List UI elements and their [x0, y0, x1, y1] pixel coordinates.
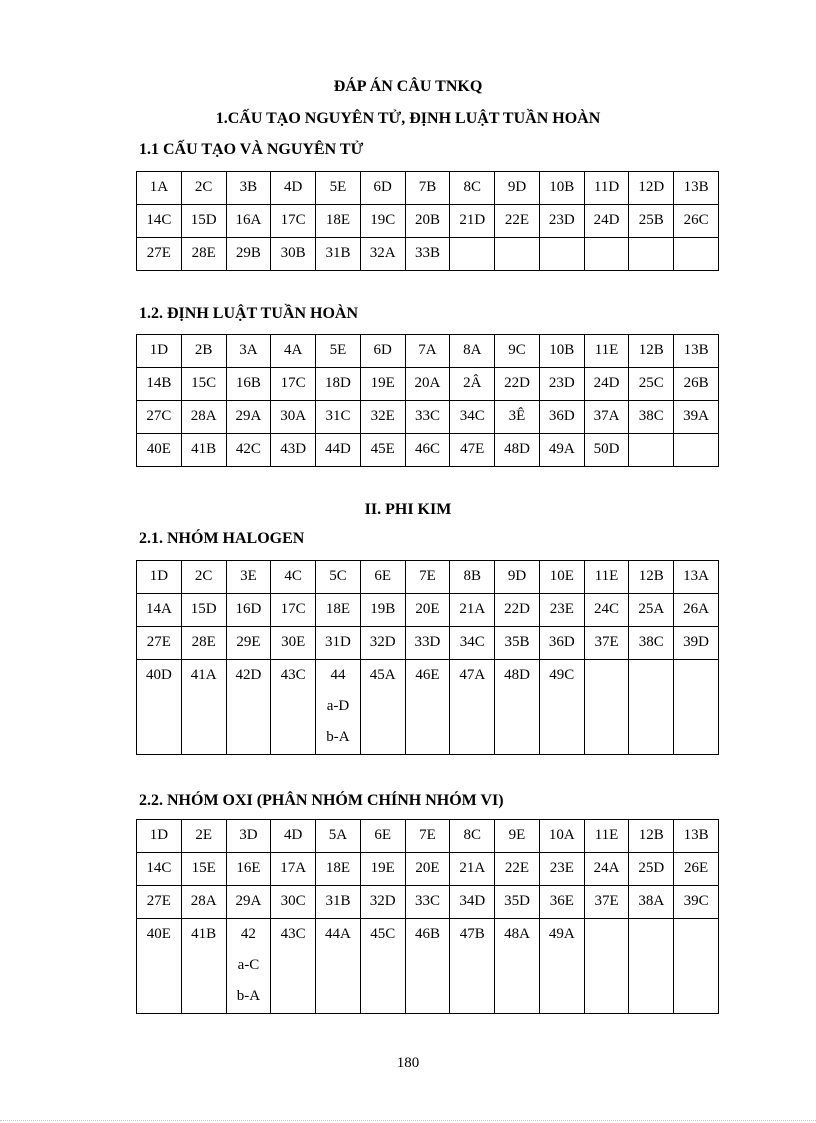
answer-cell: 37E: [584, 627, 629, 660]
table-row: [137, 820, 719, 853]
answer-cell: 29A: [226, 886, 271, 919]
answer-cell: 21A: [450, 853, 495, 886]
answer-cell: [584, 238, 629, 271]
page-bottom-rule: [0, 1120, 816, 1121]
answer-cell: 7E: [405, 820, 450, 853]
answer-cell: 4A: [271, 335, 316, 368]
answer-cell: 15D: [181, 594, 226, 627]
answer-cell: 13B: [674, 335, 719, 368]
answer-cell: 28E: [181, 627, 226, 660]
answer-cell: 31B: [316, 238, 361, 271]
table-row: [137, 368, 719, 401]
chapter-title: 1.CẤU TẠO NGUYÊN TỬ, ĐỊNH LUẬT TUẦN HOÀN: [215, 110, 601, 127]
answer-table-1-1: [136, 171, 719, 271]
answer-cell: 10B: [539, 172, 584, 205]
answer-cell-line: a-C: [237, 957, 260, 973]
answer-cell: 41B: [181, 434, 226, 467]
table-row: [137, 919, 719, 1014]
answer-cell: [629, 434, 674, 467]
answer-cell: 20E: [405, 853, 450, 886]
answer-cell: 40D: [137, 660, 182, 755]
answer-cell: 26A: [674, 594, 719, 627]
part-title-phi-kim: II. PHI KIM: [364, 501, 452, 518]
answer-cell: 29B: [226, 238, 271, 271]
answer-cell: 20B: [405, 205, 450, 238]
answer-cell: 32A: [360, 238, 405, 271]
answer-cell: 10B: [539, 335, 584, 368]
answer-cell: 3E: [226, 561, 271, 594]
answer-cell: [539, 238, 584, 271]
answer-cell: 3A: [226, 335, 271, 368]
answer-cell: 19B: [360, 594, 405, 627]
table-row: [137, 853, 719, 886]
answer-cell: 19C: [360, 205, 405, 238]
answer-cell: 16D: [226, 594, 271, 627]
answer-cell: 35B: [495, 627, 540, 660]
answer-cell: [674, 238, 719, 271]
answer-cell: 9E: [495, 820, 540, 853]
answer-cell: 30B: [271, 238, 316, 271]
answer-cell: 5A: [316, 820, 361, 853]
answer-cell: 18D: [316, 368, 361, 401]
answer-cell: 47B: [450, 919, 495, 1014]
answer-cell: 12B: [629, 335, 674, 368]
answer-cell: 16A: [226, 205, 271, 238]
answer-cell-line: 42: [240, 926, 256, 942]
answer-cell: 18E: [316, 594, 361, 627]
answer-cell: 29E: [226, 627, 271, 660]
answer-cell: 18E: [316, 853, 361, 886]
answer-cell: 9D: [495, 561, 540, 594]
answer-cell: 45C: [360, 919, 405, 1014]
answer-cell: 15D: [181, 205, 226, 238]
answer-cell: 10E: [539, 561, 584, 594]
answer-cell: 32E: [360, 401, 405, 434]
answer-cell: 32D: [360, 886, 405, 919]
page-title: ĐÁP ÁN CÂU TNKQ: [333, 78, 483, 95]
answer-cell: 43D: [271, 434, 316, 467]
answer-cell: 29A: [226, 401, 271, 434]
answer-cell: 11D: [584, 172, 629, 205]
section-title-1-2: 1.2. ĐỊNH LUẬT TUẦN HOÀN: [139, 305, 358, 322]
answer-cell: 30E: [271, 627, 316, 660]
answer-cell-line: a-D: [326, 698, 350, 714]
answer-cell: 1D: [137, 561, 182, 594]
answer-cell: 35D: [495, 886, 540, 919]
answer-cell: 5E: [316, 335, 361, 368]
answer-cell: 9D: [495, 172, 540, 205]
answer-cell: 43C: [271, 660, 316, 755]
answer-cell: 46B: [405, 919, 450, 1014]
answer-cell: 13B: [674, 820, 719, 853]
answer-cell: 27C: [137, 401, 182, 434]
answer-cell: 45E: [360, 434, 405, 467]
answer-cell: 49A: [539, 434, 584, 467]
answer-cell: 7B: [405, 172, 450, 205]
answer-cell: 39D: [674, 627, 719, 660]
answer-cell: 38C: [629, 627, 674, 660]
answer-cell: 42C: [226, 434, 271, 467]
answer-cell: [629, 660, 674, 755]
page-number: 180: [396, 1055, 420, 1071]
answer-cell: [226, 919, 271, 1014]
answer-cell: 36E: [539, 886, 584, 919]
answer-cell: 44A: [316, 919, 361, 1014]
answer-cell: 17C: [271, 205, 316, 238]
answer-cell: 1D: [137, 335, 182, 368]
answer-cell: 4D: [271, 820, 316, 853]
answer-cell: 23D: [539, 205, 584, 238]
answer-cell: 12D: [629, 172, 674, 205]
answer-cell: 33C: [405, 886, 450, 919]
answer-cell: [674, 660, 719, 755]
answer-cell: 43C: [271, 919, 316, 1014]
answer-cell: 1D: [137, 820, 182, 853]
answer-cell: 33C: [405, 401, 450, 434]
answer-cell: 44D: [316, 434, 361, 467]
answer-cell: 8A: [450, 335, 495, 368]
answer-cell: 41A: [181, 660, 226, 755]
answer-cell: 5C: [316, 561, 361, 594]
answer-cell: 48A: [495, 919, 540, 1014]
answer-cell: [674, 434, 719, 467]
section-title-2-2: 2.2. NHÓM OXI (PHÂN NHÓM CHÍNH NHÓM VI): [139, 792, 504, 809]
table-row: [137, 561, 719, 594]
answer-cell: 36D: [539, 627, 584, 660]
answer-cell: 28E: [181, 238, 226, 271]
answer-cell: 24D: [584, 368, 629, 401]
answer-cell: 28A: [181, 886, 226, 919]
answer-cell: 19E: [360, 853, 405, 886]
table-row: [137, 886, 719, 919]
answer-cell: [584, 660, 629, 755]
answer-cell: 14C: [137, 853, 182, 886]
answer-cell: 24C: [584, 594, 629, 627]
answer-cell: 27E: [137, 238, 182, 271]
answer-cell: 31B: [316, 886, 361, 919]
answer-cell: 30A: [271, 401, 316, 434]
answer-cell: 14C: [137, 205, 182, 238]
answer-cell: 3B: [226, 172, 271, 205]
answer-cell: 3Ê: [495, 401, 540, 434]
answer-cell: 34D: [450, 886, 495, 919]
answer-cell: 22E: [495, 205, 540, 238]
answer-cell: 37E: [584, 886, 629, 919]
answer-cell: 19E: [360, 368, 405, 401]
answer-cell: 17C: [271, 368, 316, 401]
answer-cell: [584, 919, 629, 1014]
table-row: [137, 627, 719, 660]
answer-table-1-2: [136, 334, 719, 467]
table-row: [137, 335, 719, 368]
answer-cell: 2B: [181, 335, 226, 368]
answer-cell: [674, 919, 719, 1014]
answer-cell: 49A: [539, 919, 584, 1014]
table-row: [137, 205, 719, 238]
answer-cell: 27E: [137, 627, 182, 660]
answer-cell: [495, 238, 540, 271]
answer-cell: 11E: [584, 820, 629, 853]
answer-cell: 33B: [405, 238, 450, 271]
answer-cell: 2C: [181, 561, 226, 594]
answer-cell: 23E: [539, 594, 584, 627]
answer-cell: 20E: [405, 594, 450, 627]
answer-cell: 36D: [539, 401, 584, 434]
answer-cell: 25D: [629, 853, 674, 886]
answer-cell: 46E: [405, 660, 450, 755]
answer-cell: 7A: [405, 335, 450, 368]
section-title-2-1: 2.1. NHÓM HALOGEN: [139, 530, 305, 547]
answer-cell: 46C: [405, 434, 450, 467]
answer-cell: 24D: [584, 205, 629, 238]
answer-cell: 48D: [495, 660, 540, 755]
answer-cell: 12B: [629, 820, 674, 853]
answer-cell: 3D: [226, 820, 271, 853]
answer-cell: 40E: [137, 434, 182, 467]
answer-cell: 12B: [629, 561, 674, 594]
answer-cell: 31D: [316, 627, 361, 660]
answer-cell: 10A: [539, 820, 584, 853]
answer-cell: 23E: [539, 853, 584, 886]
answer-cell: 23D: [539, 368, 584, 401]
answer-cell: 2C: [181, 172, 226, 205]
answer-cell: 25A: [629, 594, 674, 627]
answer-cell: 8C: [450, 172, 495, 205]
answer-cell: 15E: [181, 853, 226, 886]
table-row: [137, 434, 719, 467]
answer-cell: 39C: [674, 886, 719, 919]
answer-cell-line: 44: [330, 667, 346, 683]
answer-cell: 8B: [450, 561, 495, 594]
answer-cell: 21A: [450, 594, 495, 627]
answer-table-2-1: [136, 560, 719, 755]
answer-table-2-2: [136, 819, 719, 1014]
table-row: [137, 238, 719, 271]
answer-cell: 47A: [450, 660, 495, 755]
answer-cell: 8C: [450, 820, 495, 853]
answer-cell: 31C: [316, 401, 361, 434]
answer-cell: 14B: [137, 368, 182, 401]
answer-cell: 6E: [360, 561, 405, 594]
answer-cell: 24A: [584, 853, 629, 886]
answer-cell: 11E: [584, 561, 629, 594]
answer-cell-line: b-A: [326, 729, 350, 745]
answer-cell: 5E: [316, 172, 361, 205]
answer-cell: 34C: [450, 401, 495, 434]
answer-cell: 39A: [674, 401, 719, 434]
answer-cell: [316, 660, 361, 755]
answer-cell: 14A: [137, 594, 182, 627]
answer-cell: 40E: [137, 919, 182, 1014]
answer-cell: 20A: [405, 368, 450, 401]
answer-cell: 21D: [450, 205, 495, 238]
answer-cell: 7E: [405, 561, 450, 594]
answer-cell: 17A: [271, 853, 316, 886]
answer-cell: 6E: [360, 820, 405, 853]
answer-cell: 50D: [584, 434, 629, 467]
answer-cell: 4D: [271, 172, 316, 205]
answer-cell: 26B: [674, 368, 719, 401]
answer-cell: 32D: [360, 627, 405, 660]
answer-cell: 38C: [629, 401, 674, 434]
answer-cell: 47E: [450, 434, 495, 467]
answer-cell: 26C: [674, 205, 719, 238]
answer-cell: 34C: [450, 627, 495, 660]
table-row: [137, 660, 719, 755]
answer-cell: 30C: [271, 886, 316, 919]
answer-cell: 1A: [137, 172, 182, 205]
answer-cell: 45A: [360, 660, 405, 755]
answer-cell: [450, 238, 495, 271]
answer-cell: 11E: [584, 335, 629, 368]
answer-cell: 15C: [181, 368, 226, 401]
answer-cell: 2E: [181, 820, 226, 853]
answer-cell: 6D: [360, 335, 405, 368]
answer-cell: 25C: [629, 368, 674, 401]
section-title-1-1: 1.1 CẤU TẠO VÀ NGUYÊN TỬ: [139, 141, 364, 158]
answer-cell: 16B: [226, 368, 271, 401]
answer-cell: [629, 238, 674, 271]
answer-cell: 25B: [629, 205, 674, 238]
table-row: [137, 401, 719, 434]
answer-cell-line: b-A: [236, 988, 261, 1004]
answer-cell: 33D: [405, 627, 450, 660]
table-row: [137, 594, 719, 627]
answer-cell: 48D: [495, 434, 540, 467]
answer-cell: 42D: [226, 660, 271, 755]
answer-cell: 49C: [539, 660, 584, 755]
table-row: [137, 172, 719, 205]
answer-cell: 18E: [316, 205, 361, 238]
answer-cell: 38A: [629, 886, 674, 919]
answer-cell: 22D: [495, 368, 540, 401]
answer-cell: 6D: [360, 172, 405, 205]
answer-cell: 9C: [495, 335, 540, 368]
answer-cell: 2Â: [450, 368, 495, 401]
answer-cell: [629, 919, 674, 1014]
answer-cell: 22D: [495, 594, 540, 627]
answer-cell: 28A: [181, 401, 226, 434]
answer-cell: 16E: [226, 853, 271, 886]
answer-cell: 26E: [674, 853, 719, 886]
answer-cell: 27E: [137, 886, 182, 919]
answer-cell: 22E: [495, 853, 540, 886]
answer-cell: 37A: [584, 401, 629, 434]
answer-cell: 41B: [181, 919, 226, 1014]
answer-cell: 13A: [674, 561, 719, 594]
answer-cell: 13B: [674, 172, 719, 205]
answer-cell: 4C: [271, 561, 316, 594]
answer-cell: 17C: [271, 594, 316, 627]
